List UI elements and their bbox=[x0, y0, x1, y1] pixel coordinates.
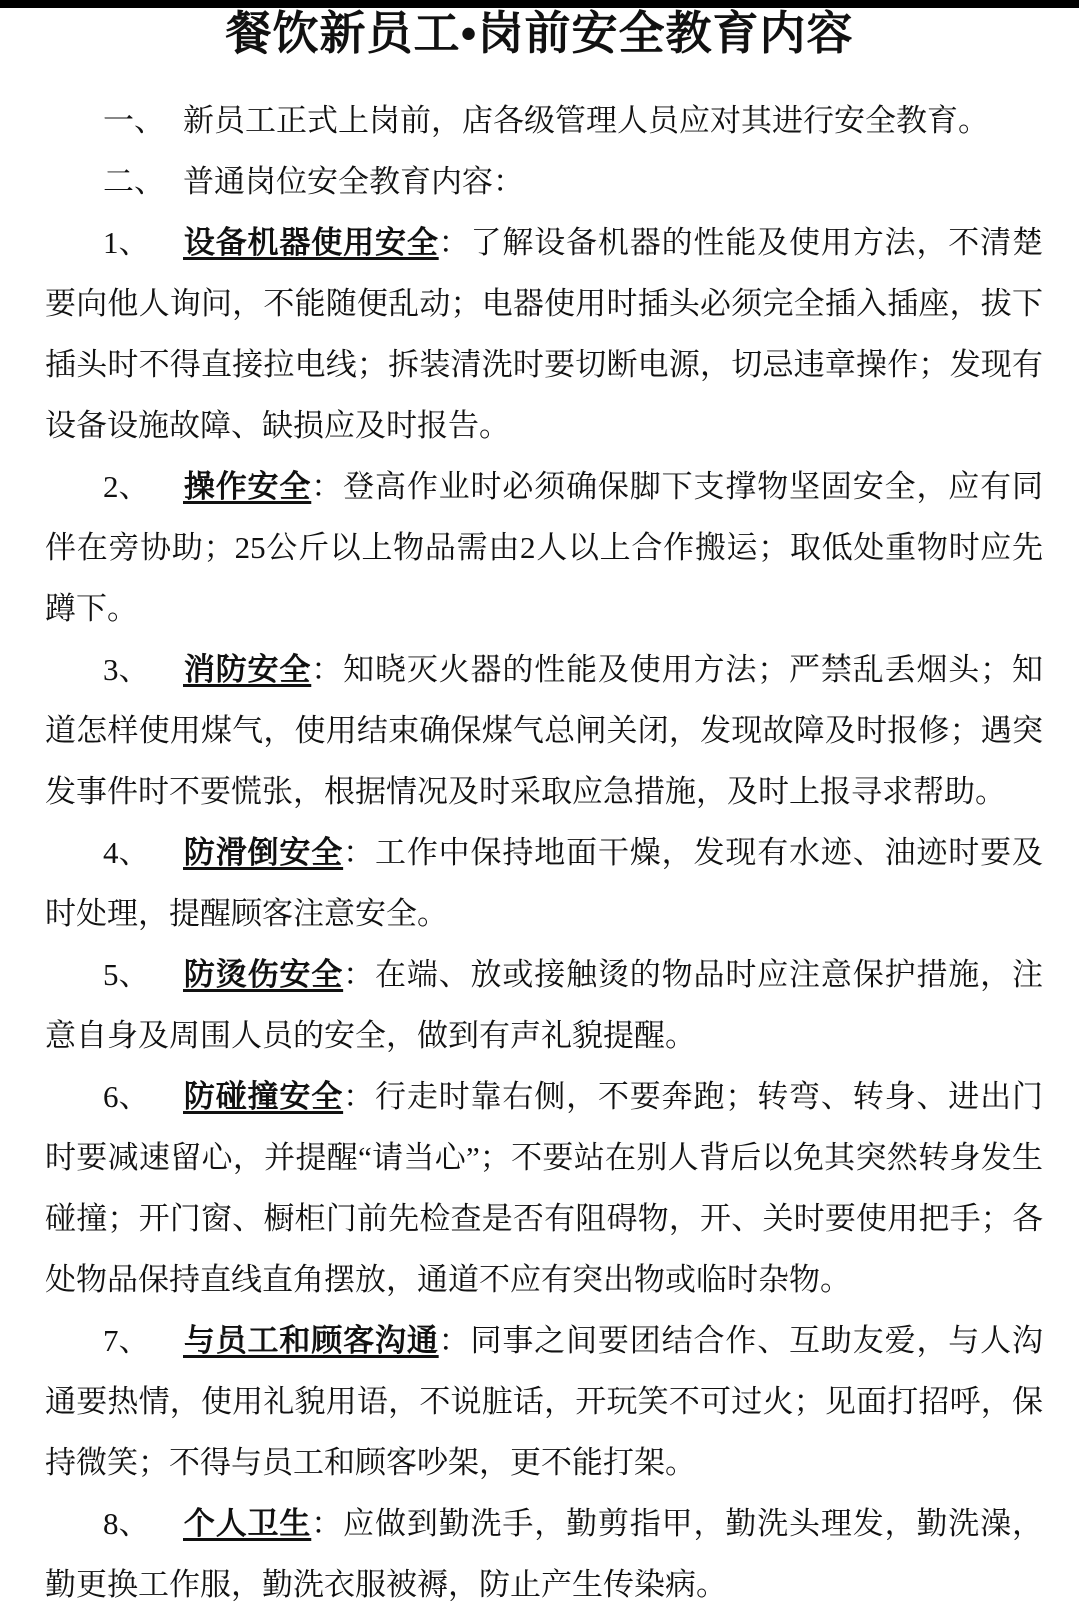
item-text: ：在端、放或接触烫的物品时应注意保护措施，注意自身及周围人员的安全，做到有声礼貌提醒。 bbox=[45, 957, 1044, 1053]
section-2 bbox=[45, 151, 1043, 212]
section-1 bbox=[45, 90, 1043, 151]
list-item bbox=[45, 212, 1043, 456]
list-item bbox=[45, 1493, 1043, 1615]
item-text: ：应做到勤洗手，勤剪指甲，勤洗头理发，勤洗澡，勤更换工作服，勤洗衣服被褥，防止产生传染病。 bbox=[45, 1506, 1044, 1602]
item-number: 3、 bbox=[103, 652, 150, 687]
item-heading: 个人卫生 bbox=[183, 1506, 312, 1541]
section-number: 一、 bbox=[103, 103, 165, 138]
list-item bbox=[45, 822, 1043, 944]
list-item bbox=[45, 1310, 1043, 1493]
document-body bbox=[45, 90, 1043, 1615]
item-heading: 消防安全 bbox=[183, 652, 312, 687]
item-number: 8、 bbox=[103, 1506, 150, 1541]
item-text: ：行走时靠右侧，不要奔跑；转弯、转身、进出门时要减速留心，并提醒“请当心”；不要站在别人背后以免其突然转身发生碰撞；开门窗、橱柜门前先检查是否有阻碍物，开、关时要使用把手；各处物品保持直线直角摆放，通道不应有突出物或临时杂物。 bbox=[45, 1079, 1044, 1297]
item-heading: 防烫伤安全 bbox=[183, 957, 344, 992]
item-number: 2、 bbox=[103, 469, 150, 504]
item-number: 4、 bbox=[103, 835, 150, 870]
item-text: ：工作中保持地面干燥，发现有水迹、油迹时要及时处理，提醒顾客注意安全。 bbox=[45, 835, 1044, 931]
section-text: 新员工正式上岗前，店各级管理人员应对其进行安全教育。 bbox=[183, 103, 989, 138]
item-heading: 操作安全 bbox=[183, 469, 312, 504]
list-item bbox=[45, 1066, 1043, 1310]
item-text: ：知晓灭火器的性能及使用方法；严禁乱丢烟头；知道怎样使用煤气，使用结束确保煤气总闸关闭，发现故障及时报修；遇突发事件时不要慌张，根据情况及时采取应急措施，及时上报寻求帮助。 bbox=[45, 652, 1044, 809]
item-text: ：登高作业时必须确保脚下支撑物坚固安全，应有同伴在旁协助；25公斤以上物品需由2人以上合作搬运；取低处重物时应先蹲下。 bbox=[45, 469, 1044, 626]
item-text: ：了解设备机器的性能及使用方法，不清楚要向他人询问，不能随便乱动；电器使用时插头必须完全插入插座，拔下插头时不得直接拉电线；拆装清洗时要切断电源，切忌违章操作；发现有设备设施故障、缺损应及时报告。 bbox=[45, 225, 1044, 443]
list-item bbox=[45, 944, 1043, 1066]
list-item bbox=[45, 639, 1043, 822]
section-number: 二、 bbox=[103, 164, 165, 199]
item-number: 5、 bbox=[103, 957, 150, 992]
item-heading: 防滑倒安全 bbox=[183, 835, 344, 870]
item-text: ：同事之间要团结合作、互助友爱，与人沟通要热情，使用礼貌用语，不说脏话，开玩笑不可过火；见面打招呼，保持微笑；不得与员工和顾客吵架，更不能打架。 bbox=[45, 1323, 1044, 1480]
item-heading: 与员工和顾客沟通 bbox=[183, 1323, 439, 1358]
section-text: 普通岗位安全教育内容： bbox=[183, 164, 524, 199]
item-number: 6、 bbox=[103, 1079, 150, 1114]
item-number: 7、 bbox=[103, 1323, 150, 1358]
item-number: 1、 bbox=[103, 225, 150, 260]
document-title: 餐饮新员工•岗前安全教育内容 bbox=[225, 8, 854, 59]
list-item bbox=[45, 456, 1043, 639]
item-heading: 设备机器使用安全 bbox=[183, 225, 439, 260]
item-heading: 防碰撞安全 bbox=[183, 1079, 344, 1114]
